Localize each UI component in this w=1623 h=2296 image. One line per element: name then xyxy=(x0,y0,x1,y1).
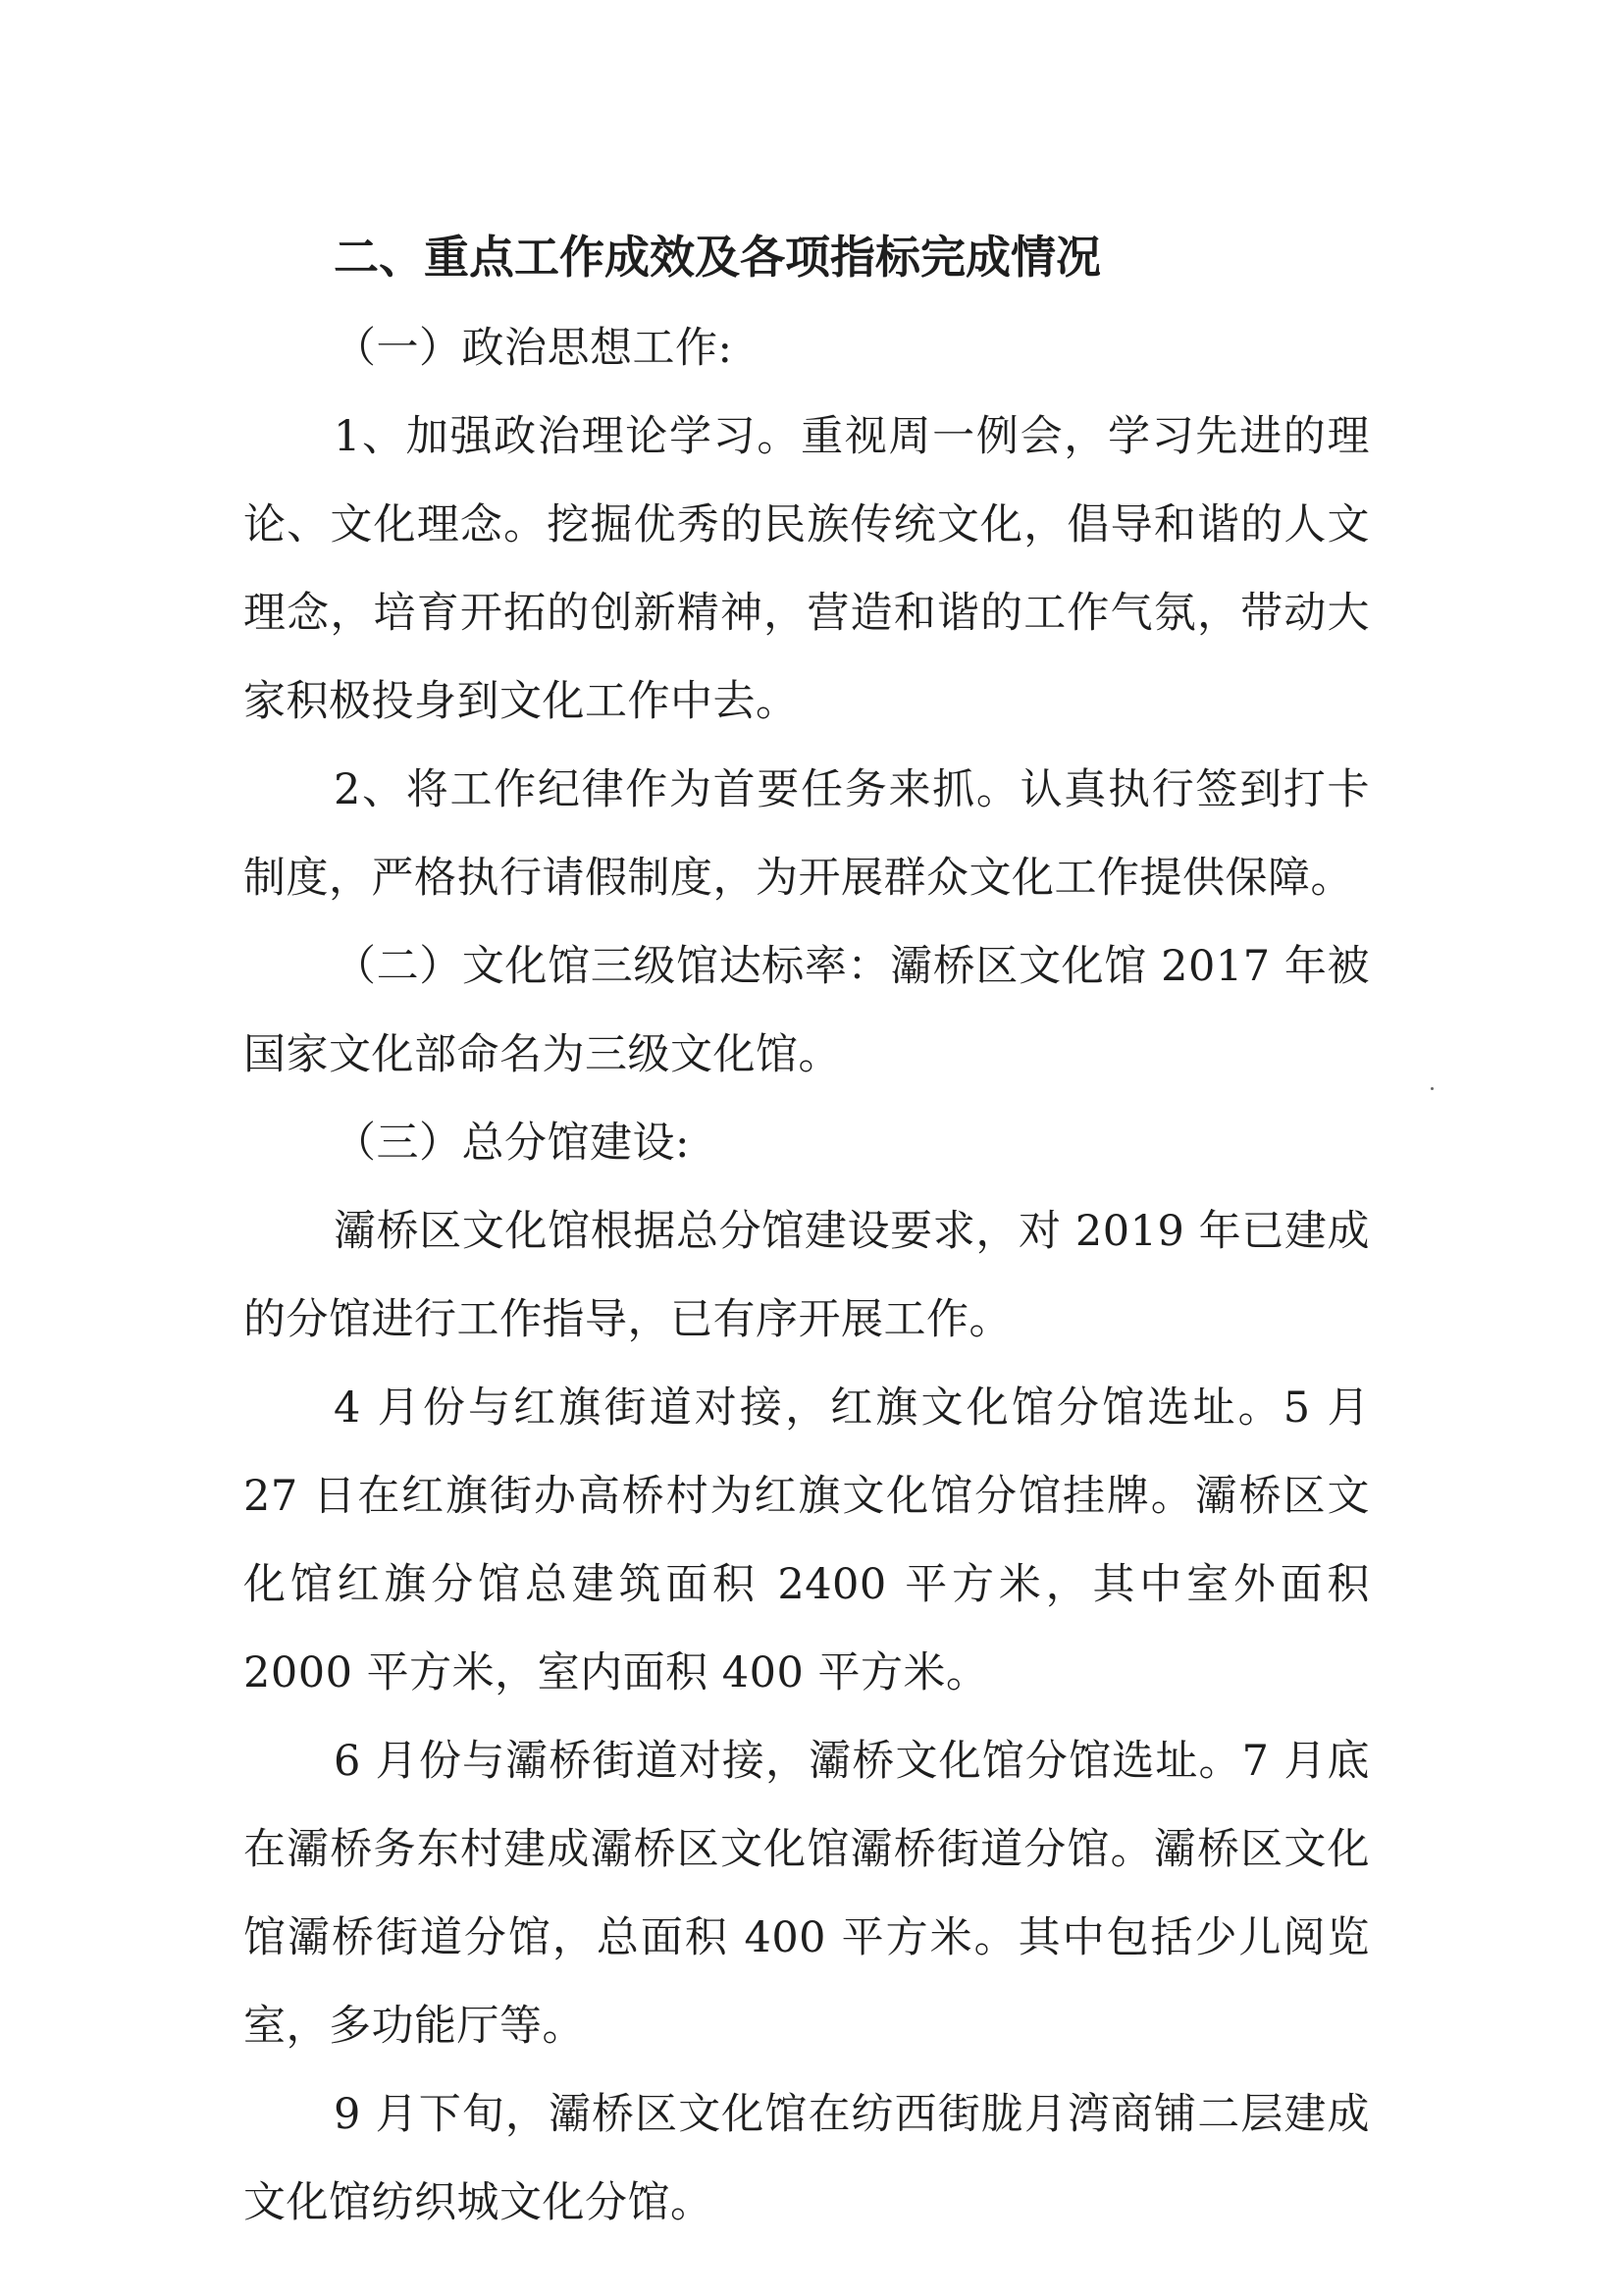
paragraph-work-discipline: 2、将工作纪律作为首要任务来抓。认真执行签到打卡制度，严格执行请假制度，为开展群众文化工作提供保障。 xyxy=(243,765,1370,903)
subsection-branch-construction: （三）总分馆建设: xyxy=(334,1119,690,1168)
subsection-political-work: （一）政治思想工作: xyxy=(334,324,733,373)
section-heading: 二、重点工作成效及各项指标完成情况 xyxy=(334,231,1101,284)
scan-speck xyxy=(1431,1087,1434,1090)
subsection-level-three-rate: （二）文化馆三级馆达标率：灞桥区文化馆 2017 年被国家文化部命名为三级文化馆。 xyxy=(243,942,1370,1079)
document-body xyxy=(243,218,1370,2247)
paragraph-branch-guidance: 灞桥区文化馆根据总分馆建设要求，对 2019 年已建成的分馆进行工作指导，已有序开展工作。 xyxy=(243,1207,1370,1344)
paragraph-textile-city-branch: 9 月下旬，灞桥区文化馆在纺西街胧月湾商铺二层建成文化馆纺织城文化分馆。 xyxy=(243,2090,1370,2227)
paragraph-hongqi-branch: 4 月份与红旗街道对接，红旗文化馆分馆选址。5 月 27 日在红旗街办高桥村为红旗文化馆分馆挂牌。灞桥区文化馆红旗分馆总建筑面积 2400 平方米，其中室外面积 2000 平方米，室内面积 400 平方米。 xyxy=(243,1383,1370,1697)
paragraph-baqiao-branch: 6 月份与灞桥街道对接，灞桥文化馆分馆选址。7 月底在灞桥务东村建成灞桥区文化馆灞桥街道分馆。灞桥区文化馆灞桥街道分馆，总面积 400 平方米。其中包括少儿阅览室，多功能厅等。 xyxy=(243,1737,1370,2051)
paragraph-theory-study: 1、加强政治理论学习。重视周一例会，学习先进的理论、文化理念。挖掘优秀的民族传统文化，倡导和谐的人文理念，培育开拓的创新精神，营造和谐的工作气氛，带动大家积极投身到文化工作中去。 xyxy=(243,412,1370,726)
